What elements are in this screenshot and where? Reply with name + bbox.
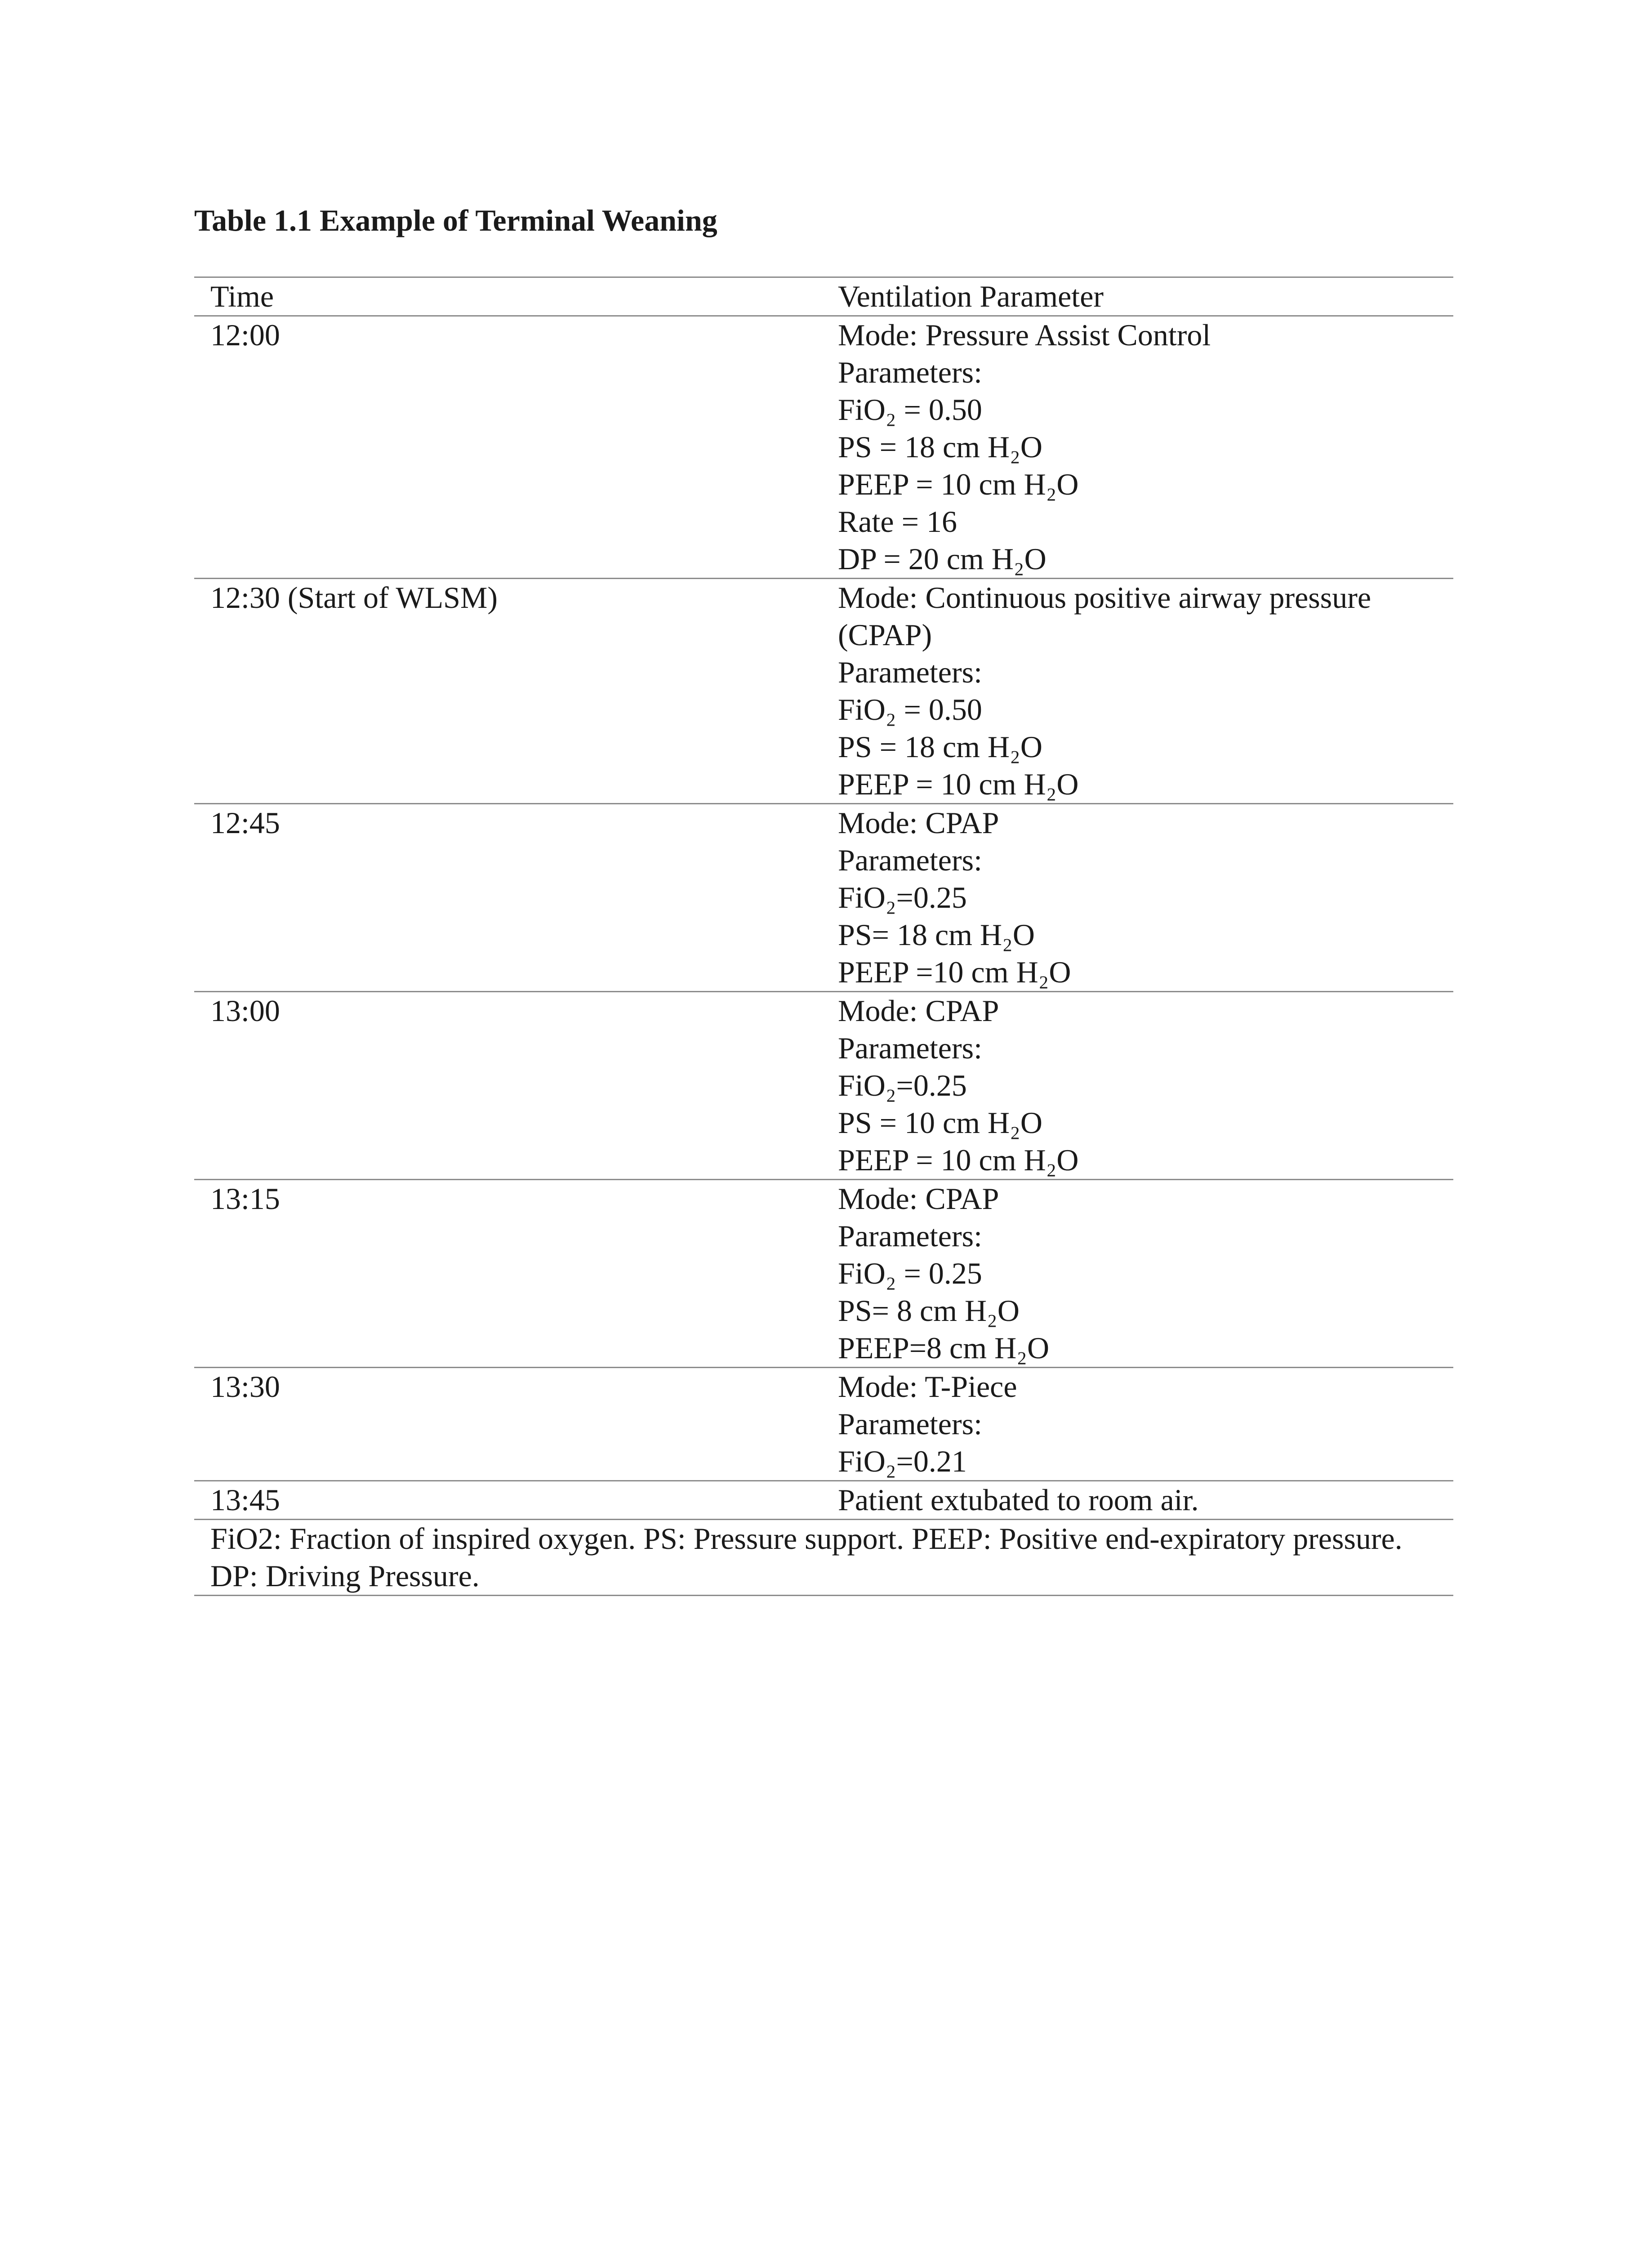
parameter-line: FiO₂ = 0.25 [838, 1256, 982, 1290]
time-cell: 12:00 [194, 316, 822, 579]
parameter-line: Mode: CPAP [838, 806, 999, 840]
table-row [194, 1368, 1453, 1481]
footnote-row [194, 1520, 1453, 1596]
parameter-line: PEEP=8 cm H₂O [838, 1331, 1050, 1365]
parameter-line: DP = 20 cm H₂O [838, 542, 1046, 576]
parameter-line: PS = 18 cm H₂O [838, 430, 1042, 464]
table-row [194, 804, 1453, 992]
parameter-line: Mode: CPAP [838, 1182, 999, 1216]
ventilation-parameter-cell [822, 1180, 1453, 1368]
parameter-line: PS= 18 cm H₂O [838, 918, 1035, 952]
parameter-line: Parameters: [838, 843, 982, 877]
parameter-line: PEEP = 10 cm H₂O [838, 767, 1079, 801]
table-row [194, 992, 1453, 1180]
table-header-row [194, 277, 1453, 316]
parameter-line: FiO₂=0.25 [838, 880, 967, 914]
table-row [194, 1481, 1453, 1520]
ventilation-parameter-cell [822, 1481, 1453, 1520]
table-body [194, 316, 1453, 1596]
time-cell: 13:45 [194, 1481, 822, 1520]
parameter-line: Rate = 16 [838, 504, 957, 539]
time-cell: 12:45 [194, 804, 822, 992]
table-title: Table 1.1 Example of Terminal Weaning [194, 203, 717, 237]
parameter-line: PEEP =10 cm H₂O [838, 955, 1071, 989]
header-time: Time [194, 277, 822, 316]
parameter-line: Mode: Pressure Assist Control [838, 318, 1211, 352]
parameter-line: Patient extubated to room air. [838, 1483, 1199, 1517]
time-cell: 13:15 [194, 1180, 822, 1368]
parameter-line: Parameters: [838, 1407, 982, 1441]
parameter-line: FiO₂=0.25 [838, 1068, 967, 1102]
parameter-line: FiO₂=0.21 [838, 1444, 967, 1478]
table-row [194, 316, 1453, 579]
parameter-line: FiO₂ = 0.50 [838, 692, 982, 727]
parameter-line: Parameters: [838, 655, 982, 689]
table-footnote: FiO2: Fraction of inspired oxygen. PS: Pressure support. PEEP: Positive end-expiratory pressure. DP: Driving Pressure. [194, 1520, 1453, 1596]
time-cell: 12:30 (Start of WLSM) [194, 579, 822, 804]
ventilation-parameter-cell [822, 1368, 1453, 1481]
parameter-line: PS = 10 cm H₂O [838, 1106, 1042, 1140]
parameter-line: PS = 18 cm H₂O [838, 730, 1042, 764]
parameter-line: Mode: Continuous positive airway pressure [838, 580, 1371, 615]
parameter-line: PS= 8 cm H₂O [838, 1293, 1020, 1328]
parameter-line: FiO₂ = 0.50 [838, 393, 982, 427]
table-row [194, 1180, 1453, 1368]
weaning-table [194, 277, 1453, 1596]
time-cell: 13:00 [194, 992, 822, 1180]
header-ventilation-parameter: Ventilation Parameter [822, 277, 1453, 316]
parameter-line: Parameters: [838, 1219, 982, 1253]
parameter-line: (CPAP) [838, 618, 932, 652]
parameter-line: Mode: CPAP [838, 994, 999, 1028]
ventilation-parameter-cell [822, 316, 1453, 579]
ventilation-parameter-cell [822, 804, 1453, 992]
parameter-line: PEEP = 10 cm H₂O [838, 467, 1079, 501]
ventilation-parameter-cell [822, 579, 1453, 804]
parameter-line: Mode: T-Piece [838, 1369, 1017, 1404]
parameter-line: PEEP = 10 cm H₂O [838, 1143, 1079, 1177]
time-cell: 13:30 [194, 1368, 822, 1481]
parameter-line: Parameters: [838, 1031, 982, 1065]
ventilation-parameter-cell [822, 992, 1453, 1180]
parameter-line: Parameters: [838, 355, 982, 389]
table-row [194, 579, 1453, 804]
